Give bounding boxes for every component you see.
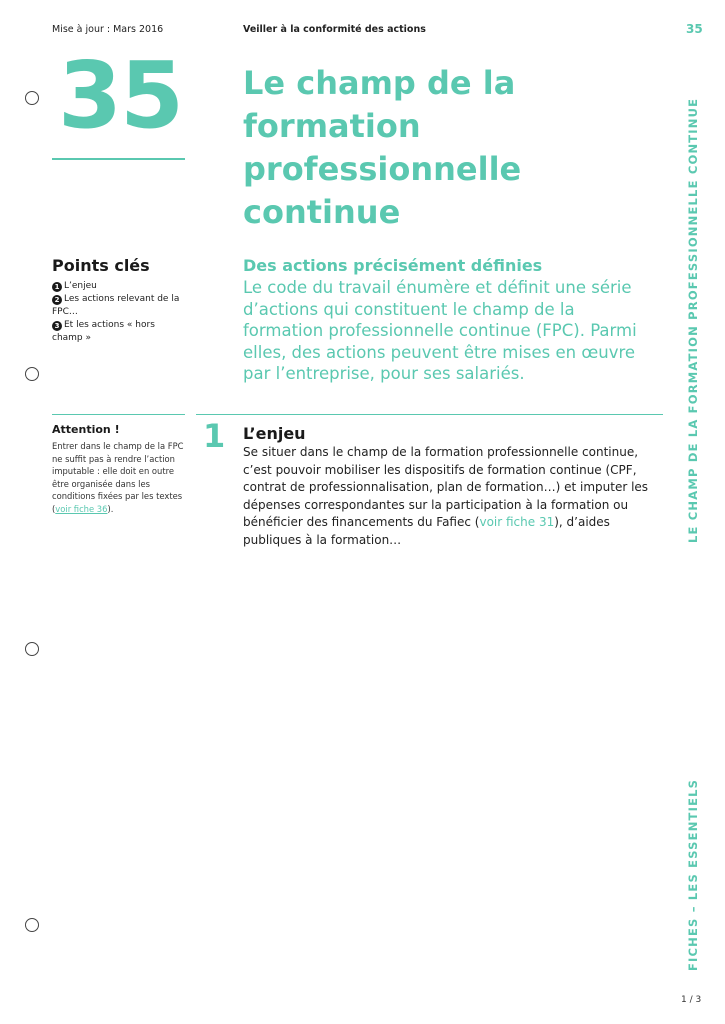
intro-heading: Des actions précisément définies: [243, 256, 543, 275]
attention-heading: Attention !: [52, 423, 120, 436]
page-title: Le champ de la formation professionnelle continue: [243, 64, 522, 231]
section-heading: L’enjeu: [243, 424, 306, 443]
page-number: 1 / 3: [681, 995, 702, 1005]
binder-hole-icon: [25, 642, 39, 656]
binder-hole-icon: [25, 918, 39, 932]
key-point-item[interactable]: [52, 293, 182, 319]
side-title: LE CHAMP DE LA FORMATION PROFESSIONNELLE CONTINUE: [686, 97, 700, 543]
divider: [52, 158, 185, 160]
fiche-31-link[interactable]: voir fiche 31: [479, 515, 555, 530]
section-text: Se situer dans le champ de la formation professionnelle continue, c’est pouvoir mobiliser les dispositifs de formation continue (CPF, contrat de professionnalisation, plan de formation…) et imputer les dépenses correspondantes sur la participation à la formation ou bénéficier des financements du Fafiec (: [243, 445, 649, 530]
key-point-label: Les actions relevant de la FPC…: [52, 294, 180, 317]
key-points-list: [52, 280, 182, 345]
attention-body: [52, 440, 187, 515]
fiche-number: 35: [58, 42, 183, 149]
key-point-item[interactable]: [52, 319, 182, 345]
attention-text-end: ).: [107, 503, 114, 514]
intro-body: Le code du travail énumère et définit une série d’actions qui constituent le champ de la formation professionnelle continue (FPC). Parmi elles, des actions peuvent être mises en œuvre par l’entreprise, pour ses salariés.: [243, 278, 637, 383]
fiche-36-link[interactable]: voir fiche 36: [55, 503, 108, 514]
key-point-item[interactable]: [52, 280, 182, 293]
number-bullet-icon: 1: [52, 282, 62, 292]
section-body: [243, 444, 663, 550]
divider: [52, 414, 185, 415]
header-update-date: Mise à jour : Mars 2016: [52, 24, 164, 35]
number-bullet-icon: 3: [52, 321, 62, 331]
binder-hole-icon: [25, 91, 39, 105]
header-section-title: Veiller à la conformité des actions: [243, 24, 426, 35]
key-points-heading: Points clés: [52, 256, 150, 275]
section-number: 1: [203, 417, 226, 455]
key-point-label: L’enjeu: [64, 281, 97, 291]
attention-text: Entrer dans le champ de la FPC ne suffit pas à rendre l’action imputable : elle doit en outre être organisée dans les conditions fixées par les textes (: [52, 441, 184, 514]
key-point-label: Et les actions « hors champ »: [52, 320, 155, 343]
divider: [196, 414, 663, 415]
side-collection-label: FICHES – LES ESSENTIELS: [686, 778, 700, 971]
binder-hole-icon: [25, 367, 39, 381]
section-text-end: ), d’aides publiques à la formation…: [243, 515, 610, 547]
header-fiche-number: 35: [686, 22, 703, 36]
number-bullet-icon: 2: [52, 295, 62, 305]
